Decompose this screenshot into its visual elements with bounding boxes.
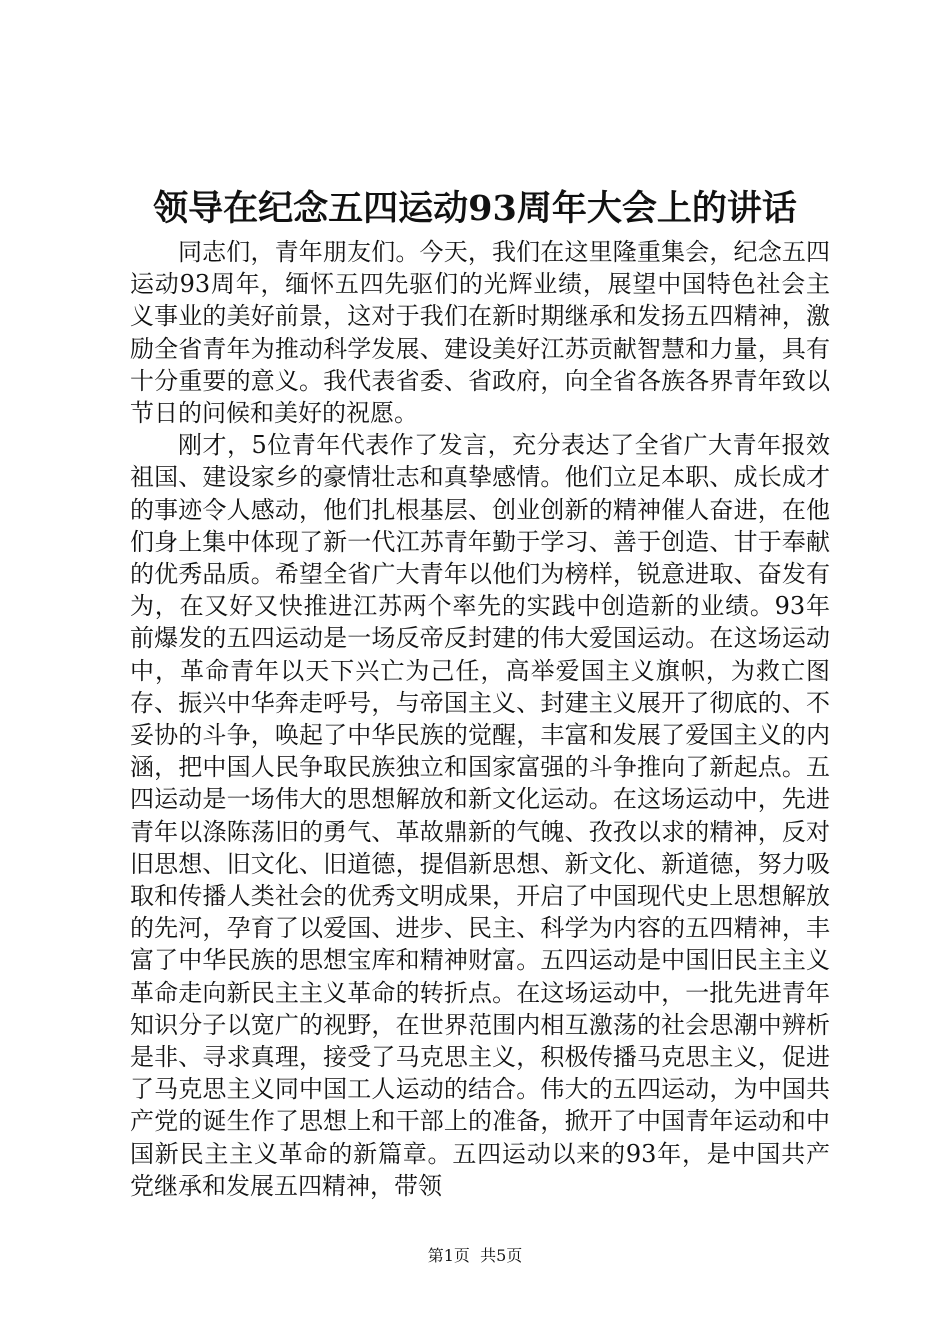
paragraph-2: 刚才，5位青年代表作了发言，充分表达了全省广大青年报效祖国、建设家乡的豪情壮志和真挚感情。他们立足本职、成长成才的事迹令人感动，他们扎根基层、创业创新的精神催人奋进，在他们身上集中体现了新一代江苏青年勤于学习、善于创造、甘于奉献的优秀品质。希望全省广大青年以他们为榜样，锐意进取、奋发有为，在又好又快推进江苏两个率先的实践中创造新的业绩。93年前爆发的五四运动是一场反帝反封建的伟大爱国运动。在这场运动中，革命青年以天下兴亡为己任，高举爱国主义旗帜，为救亡图存、振兴中华奔走呼号，与帝国主义、封建主义展开了彻底的、不妥协的斗争，唤起了中华民族的觉醒，丰富和发展了爱国主义的内涵，把中国人民争取民族独立和国家富强的斗争推向了新起点。五四运动是一场伟大的思想解放和新文化运动。在这场运动中，先进青年以涤陈荡旧的勇气、革故鼎新的气魄、孜孜以求的精神，反对旧思想、旧文化、旧道德，提倡新思想、新文化、新道德，努力吸取和传播人类社会的优秀文明成果，开启了中国现代史上思想解放的先河，孕育了以爱国、进步、民主、科学为内容的五四精神，丰富了中华民族的思想宝库和精神财富。五四运动是中国旧民主主义革命走向新民主主义革命的转折点。在这场运动中，一批先进青年知识分子以宽广的视野，在世界范围内相互激荡的社会思潮中辨析是非、寻求真理，接受了马克思主义，积极传播马克思主义，促进了马克思主义同中国工人运动的结合。伟大的五四运动，为中国共产党的诞生作了思想上和干部上的准备，掀开了中国青年运动和中国新民主主义革命的新篇章。五四运动以来的93年，是中国共产党继承和发展五四精神，带领 xyxy=(130,431,830,1200)
document-body xyxy=(130,236,830,1202)
footer-separator xyxy=(470,1246,480,1265)
page-footer xyxy=(0,1245,950,1267)
page-number: 第1页 xyxy=(427,1246,470,1265)
paragraph-1: 同志们，青年朋友们。今天，我们在这里隆重集会，纪念五四运动93周年，缅怀五四先驱们的光辉业绩，展望中国特色社会主义事业的美好前景，这对于我们在新时期继承和发扬五四精神，激励全省青年为推动科学发展、建设美好江苏贡献智慧和力量，具有十分重要的意义。我代表省委、省政府，向全省各族各界青年致以节日的问候和美好的祝愿。 xyxy=(130,238,830,428)
document-title: 领导在纪念五四运动93周年大会上的讲话 xyxy=(153,188,797,229)
page-total: 共5页 xyxy=(480,1246,523,1265)
